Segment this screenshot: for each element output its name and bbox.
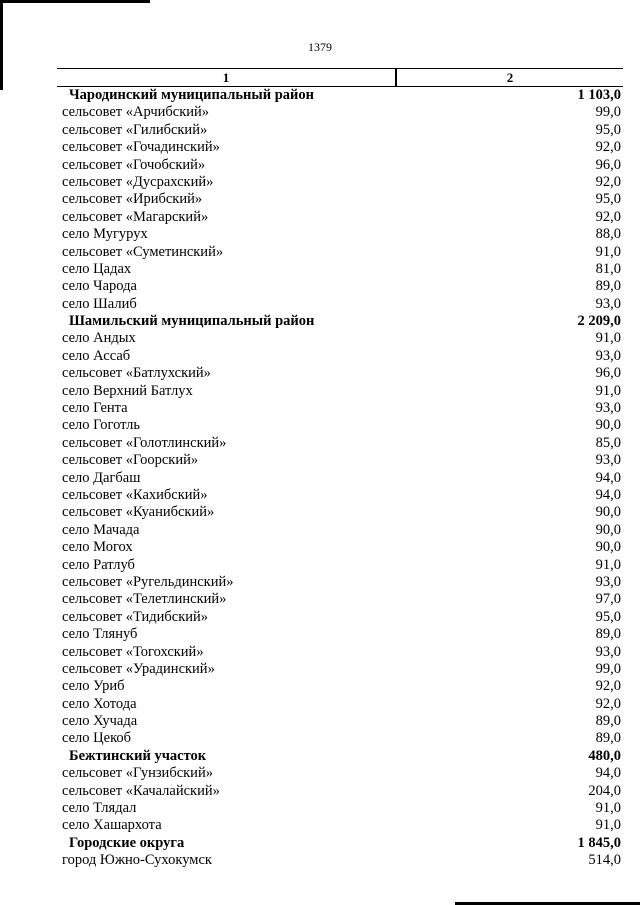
row-name: село Тлянуб (62, 626, 138, 643)
row-name: сельсовет «Гоорский» (62, 452, 199, 469)
table-row (57, 626, 623, 643)
row-name: село Цадах (62, 260, 132, 277)
row-value: 93,0 (595, 295, 621, 312)
row-name: сельсовет «Куанибский» (62, 504, 215, 521)
table-body (57, 87, 623, 870)
table-row (57, 435, 623, 452)
row-name: село Шалиб (62, 295, 137, 312)
row-value: 92,0 (595, 695, 621, 712)
row-value: 88,0 (595, 226, 621, 243)
table-row (57, 122, 623, 139)
row-name: село Уриб (62, 678, 125, 695)
table-row (57, 348, 623, 365)
table-row (57, 539, 623, 556)
row-value: 91,0 (595, 330, 621, 347)
row-value: 91,0 (595, 556, 621, 573)
row-name: село Ассаб (62, 347, 131, 364)
row-name: сельсовет «Гунзибский» (62, 765, 213, 782)
table-row (57, 191, 623, 208)
table-row (57, 852, 623, 869)
table-row (57, 417, 623, 434)
row-name: сельсовет «Голотлинский» (62, 434, 227, 451)
row-value: 81,0 (595, 260, 621, 277)
table-row (57, 609, 623, 626)
row-value: 90,0 (595, 504, 621, 521)
row-name: село Хашархота (62, 817, 162, 834)
row-name: сельсовет «Телетлинский» (62, 591, 227, 608)
row-name: село Хучада (62, 713, 138, 730)
table-row (57, 765, 623, 782)
district-total-row (57, 835, 623, 852)
row-value: 92,0 (595, 208, 621, 225)
table-row (57, 383, 623, 400)
row-value: 99,0 (595, 104, 621, 121)
table-row (57, 817, 623, 834)
row-value: 1 103,0 (577, 87, 621, 103)
row-name: сельсовет «Гилибский» (62, 121, 208, 138)
table-header (57, 68, 623, 87)
row-value: 97,0 (595, 591, 621, 608)
row-value: 90,0 (595, 539, 621, 556)
table-row (57, 209, 623, 226)
table-row (57, 330, 623, 347)
row-value: 92,0 (595, 173, 621, 190)
table-row (57, 157, 623, 174)
table-row (57, 470, 623, 487)
row-value: 95,0 (595, 608, 621, 625)
table-row (57, 730, 623, 747)
row-name: сельсовет «Урадинский» (62, 660, 215, 677)
row-name: сельсовет «Арчибский» (62, 104, 210, 121)
row-name: село Мугурух (62, 226, 148, 243)
row-name: сельсовет «Суметинский» (62, 243, 224, 260)
row-value: 93,0 (595, 400, 621, 417)
row-value: 1 845,0 (577, 834, 621, 851)
row-value: 91,0 (595, 817, 621, 834)
row-name: село Верхний Батлух (62, 382, 193, 399)
row-value: 96,0 (595, 365, 621, 382)
row-value: 95,0 (595, 191, 621, 208)
row-value: 93,0 (595, 347, 621, 364)
row-name: сельсовет «Ирибский» (62, 191, 203, 208)
table-row (57, 104, 623, 121)
district-total-row (57, 748, 623, 765)
row-name: сельсовет «Кахибский» (62, 486, 208, 503)
table-row (57, 139, 623, 156)
row-value: 90,0 (595, 417, 621, 434)
row-name: Шамильский муниципальный район (69, 313, 315, 330)
scan-artifact-top (0, 0, 150, 3)
table-row (57, 678, 623, 695)
table-row (57, 661, 623, 678)
table-row (57, 783, 623, 800)
row-name: город Южно-Сухокумск (62, 852, 212, 869)
table-row (57, 452, 623, 469)
row-name: сельсовет «Качалайский» (62, 782, 220, 799)
row-value: 514,0 (588, 852, 621, 869)
row-name: Чародинский муниципальный район (69, 87, 314, 103)
row-name: Бежтинский участок (69, 747, 207, 764)
row-value: 91,0 (595, 243, 621, 260)
table-row (57, 713, 623, 730)
table-row (57, 504, 623, 521)
row-value: 91,0 (595, 382, 621, 399)
row-value: 94,0 (595, 486, 621, 503)
row-value: 95,0 (595, 121, 621, 138)
row-name: село Тлядал (62, 800, 137, 817)
district-total-row (57, 313, 623, 330)
row-value: 89,0 (595, 278, 621, 295)
table-row (57, 278, 623, 295)
table-row (57, 244, 623, 261)
row-value: 91,0 (595, 800, 621, 817)
table-row (57, 296, 623, 313)
table-row (57, 800, 623, 817)
row-name: сельсовет «Батлухский» (62, 365, 211, 382)
row-value: 85,0 (595, 434, 621, 451)
row-value: 93,0 (595, 573, 621, 590)
column-header-1: 1 (222, 70, 230, 85)
table-row (57, 644, 623, 661)
table-row (57, 226, 623, 243)
row-name: сельсовет «Тидибский» (62, 608, 209, 625)
column-header-2: 2 (506, 70, 514, 85)
table-row (57, 365, 623, 382)
data-table (57, 68, 623, 870)
row-name: село Дагбаш (62, 469, 141, 486)
row-name: село Ратлуб (62, 556, 135, 573)
row-value: 2 209,0 (577, 313, 621, 330)
row-name: сельсовет «Гочадинский» (62, 139, 220, 156)
row-value: 92,0 (595, 139, 621, 156)
row-name: село Гента (62, 400, 128, 417)
row-name: сельсовет «Тогохский» (62, 643, 204, 660)
table-row (57, 522, 623, 539)
row-value: 93,0 (595, 643, 621, 660)
row-name: Городские округа (69, 834, 185, 851)
row-name: сельсовет «Гочобский» (62, 156, 206, 173)
table-row (57, 696, 623, 713)
table-row (57, 557, 623, 574)
row-name: село Мачада (62, 521, 140, 538)
row-name: село Могох (62, 539, 133, 556)
table-row (57, 400, 623, 417)
table-row (57, 487, 623, 504)
row-value: 92,0 (595, 678, 621, 695)
row-value: 204,0 (588, 782, 621, 799)
table-row (57, 574, 623, 591)
row-value: 96,0 (595, 156, 621, 173)
row-name: село Цекоб (62, 730, 132, 747)
row-value: 89,0 (595, 713, 621, 730)
table-row (57, 174, 623, 191)
table-row (57, 591, 623, 608)
page-number: 1379 (308, 40, 332, 54)
row-value: 99,0 (595, 660, 621, 677)
row-name: сельсовет «Магарский» (62, 208, 209, 225)
row-value: 480,0 (588, 747, 621, 764)
row-name: село Гоготль (62, 417, 140, 434)
row-name: сельсовет «Ругельдинский» (62, 573, 234, 590)
row-value: 89,0 (595, 626, 621, 643)
row-value: 90,0 (595, 521, 621, 538)
district-total-row (57, 87, 623, 104)
row-name: село Андых (62, 330, 136, 347)
row-value: 94,0 (595, 469, 621, 486)
row-value: 93,0 (595, 452, 621, 469)
row-name: село Хотода (62, 695, 137, 712)
table-row (57, 261, 623, 278)
row-name: село Чарода (62, 278, 137, 295)
row-value: 94,0 (595, 765, 621, 782)
row-value: 89,0 (595, 730, 621, 747)
row-name: сельсовет «Дусрахский» (62, 173, 214, 190)
